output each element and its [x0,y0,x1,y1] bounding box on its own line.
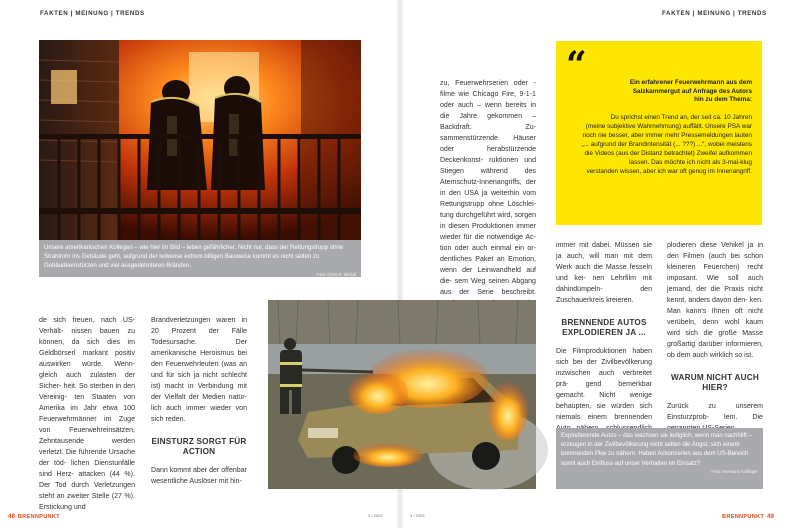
left-issue: 3 / 2023 [368,513,383,518]
right-section-tag: FAKTEN | MEINUNG | TRENDS [662,10,767,17]
left-column-1 [39,315,135,511]
paragraph: Die Filmproduktionen haben sich bei der Zivilbevölkerung inzwischen auch verbreitet prä- gend bemerkbar gemacht. Nicht wenige behaupten, sie würden sich niemals einem brennenden [556,348,652,421]
left-caption-text: Unsere amerikanischen Kollegen – wie hier im Bild – leben gefährlicher. Nicht nur, dass der Rettungstrupp ohne Strahlrohr ins Gebäude geht, aufgrund der teilweise extrem billigen Bauweise kommt es nicht selten zu Gebäudeeinstürzen und viel ausgedehnteren Bränden. [44,245,344,270]
left-photo-caption [39,240,361,277]
left-page-number: 48 [8,513,16,520]
paragraph: Dann kommt aber der offenbar wesentliche Auslöser mit hin- [151,467,247,485]
paragraph: Zurück zu unserem Einsturzprob- lem. Die [667,403,763,421]
left-brand: BRENNPUNKT [17,514,60,520]
paragraph: de sich freuen, nach US-Verhält- nissen bauen zu können, da sich dies im Geldbörserl markant positiv auswirken würde. Wenn- gleich auch zulasten der Sicher- heit. So sterben in den Vereinig- ten Staaten von Amerika im Jahr etwa 100 Feuerwehrmänner im Zuge von Feuerwehreinsätzen, Zehntausende werden verletzt. Die führende Ursache der töd- lichen Dienstunfälle sind Herz- attacken (44 %). Der Tod durch Verletzungen steht an zweiter Stelle (27 %). Erstickung und [39,317,135,511]
left-footer [8,513,60,520]
subheading-warum-nicht: WARUM NICHT AUCH HIER? [671,373,759,392]
burning-car-photo [268,300,536,489]
left-column-3 [440,78,536,300]
quote-mark-icon: “ [566,44,587,86]
paragraph: Brandverletzungen waren in 20 Prozent der Fälle Todesursache. Der amerikanische Heroismus bei den Feuerwehrleuten (was an und für sich ja nicht schlecht ist) macht in Verbindung mit der Vielfalt der Medien natür- lich auch immer wieder von sich reden. [151,317,247,423]
right-photo-caption [556,428,763,489]
left-section-tag: FAKTEN | MEINUNG | TRENDS [40,10,145,17]
subheading-brennende-autos: BRENNENDE AUTOS EXPLODIEREN JA ... [561,318,647,337]
subheading-einsturz: EINSTURZ SORGT FÜR ACTION [151,437,247,456]
firefighters-balcony-photo [39,40,361,240]
left-photo-credit: Foto: Chris E. Mickal [316,271,356,277]
paragraph: immer mit dabei. Müssen sie ja auch, will man mit dem Werk auch die Masse fesseln und kei- nen Lehrfilm mit dahindümpeln- den Zuschauerkreis kreieren. [556,242,652,304]
paragraph: zu, Feuerwehrserien oder -filme wie Chicago Fire, 9-1-1 oder auch – wenn bereits in die Jahre gekommen – Backdraft. Zu- sammenstürzende Häuser oder herabstürzende Deckenkonst- ruktionen und Stiegen während des Atemschutz-Innenangriffs, der in den USA ja weiterhin vom Rettungstrupp ohne Löschlei- tung durchgeführt wird, sorgen in diesen Produktionen immer wieder für die notwendige Ac- tion oder auch einmal ein or- dentliches Paket an Emotion, wenn der Leinwandheld auf die- sem Weg seinen Abgang aus der Serie beschreibt. [440,80,536,296]
right-column-1 [556,240,652,421]
left-column-2 [151,315,247,485]
right-brand: BRENNPUNKT [722,514,765,520]
right-issue: 3 / 2023 [410,513,425,518]
right-column-2 [667,240,763,421]
quote-text: Du sprichst einen Trend an, der seit ca. 10 Jahren (meine subjektive Wahrnehmung) auffällt. Unsere PSA war noch nie besser, aber immer mehr Pressemeldungen lauten „... aufgrund der Brandintensität (... ???) ...“, wobei meistens die Videos (aus der Distanz betrachtet) Zweifel aufkommen lassen. Das möchte ich nicht als 3-mal-klug verstanden wissen, aber ich war oft genug im Innenangriff. [581,114,752,175]
paragraph: plodieren diese Vehikel ja in den Filmen (auch bei schon kleineren Feuerchen) recht imposant. Wie soll auch jemand, der die Praxis nicht kennt, anders davon den- ken. Man kann's Ihnen oft nicht verübeln, denn wohl kaum wird sich die große Masse großartig darüber informieren, ob dem auch wirklich so ist. [667,242,763,359]
quote-intro: Ein erfahrener Feuerwehrmann aus dem Salzkammergut auf Anfrage des Autors hin zu dem Thema: [629,79,752,104]
right-footer [722,513,774,520]
right-photo-credit: Foto: Hermann Kollinger [711,468,758,474]
quote-box [556,41,762,225]
right-caption-text: Explodierende Autos – das wachsen sie lediglich, wenn man nachhilft – erzeugen in der Zivilbevölkerung nicht selten die Angst, sich einem brennenden Pkw zu nähern. Haben Actionserien aus dem US-Bereich somit auch Einfluss auf unser Verhalten im Einsatz? [561,433,752,467]
right-page-number: 49 [766,513,774,520]
